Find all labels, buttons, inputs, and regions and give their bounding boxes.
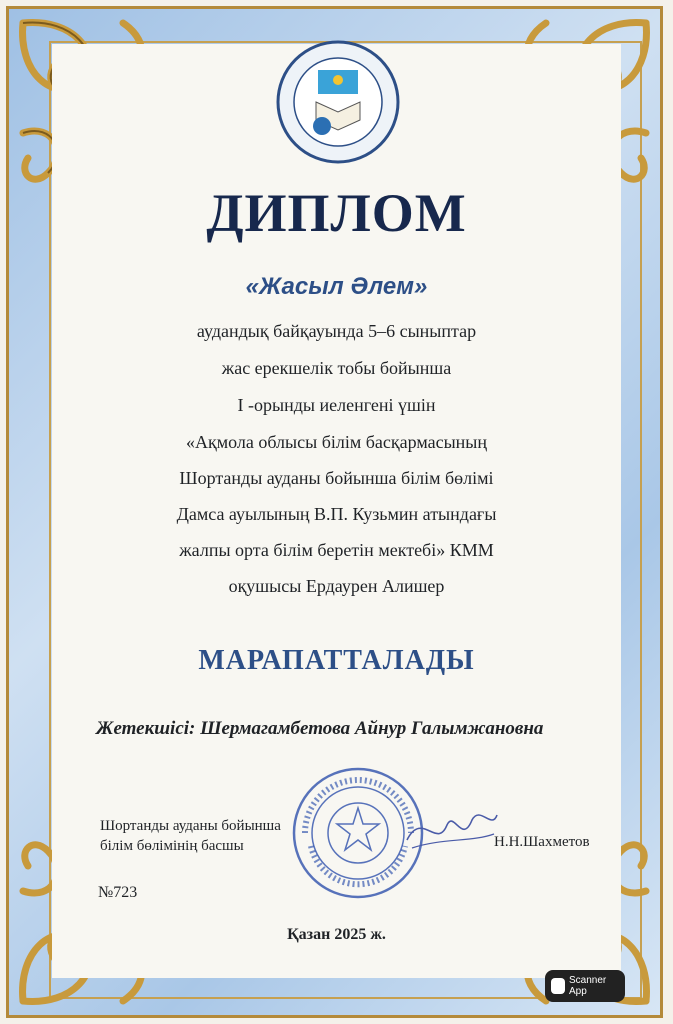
scanner-app-watermark bbox=[545, 970, 625, 1002]
diploma-number: №723 bbox=[98, 884, 138, 901]
education-department-emblem-icon bbox=[276, 40, 400, 164]
issue-date: Қазан 2025 ж. bbox=[287, 926, 386, 943]
body-line: жас ерекшелік тобы бойынша bbox=[221, 358, 452, 378]
supervisor-line: Жетекшісі: Шермагамбетова Айнур Галымжановна bbox=[96, 718, 544, 739]
body-line: Дамса ауылының В.П. Кузьмин атындағы bbox=[176, 504, 497, 524]
watermark-label: Scanner App bbox=[568, 975, 607, 997]
signatory-title-line2: білім бөлімінің басшы bbox=[100, 838, 244, 854]
body-line: І -орынды иеленгені үшін bbox=[237, 395, 436, 415]
award-statement: МАРАПАТТАЛАДЫ bbox=[198, 645, 475, 676]
body-line: жалпы орта білім беретін мектебі» КММ bbox=[179, 540, 494, 560]
body-line: Шортанды ауданы бойынша білім бөлімі bbox=[179, 468, 494, 488]
competition-name: «Жасыл Әлем» bbox=[245, 273, 428, 300]
body-line: оқушысы Ердаурен Алишер bbox=[228, 576, 445, 596]
diploma-title: ДИПЛОМ bbox=[206, 183, 467, 243]
signature-scribble bbox=[402, 800, 502, 860]
scanner-app-icon bbox=[551, 978, 565, 994]
signatory-title-line1: Шортанды ауданы бойынша bbox=[100, 818, 281, 834]
body-line: «Ақмола облысы білім басқармасының bbox=[185, 432, 488, 452]
signatory-name: Н.Н.Шахметов bbox=[494, 834, 590, 850]
body-line: аудандық байқауында 5–6 сыныптар bbox=[196, 321, 477, 341]
